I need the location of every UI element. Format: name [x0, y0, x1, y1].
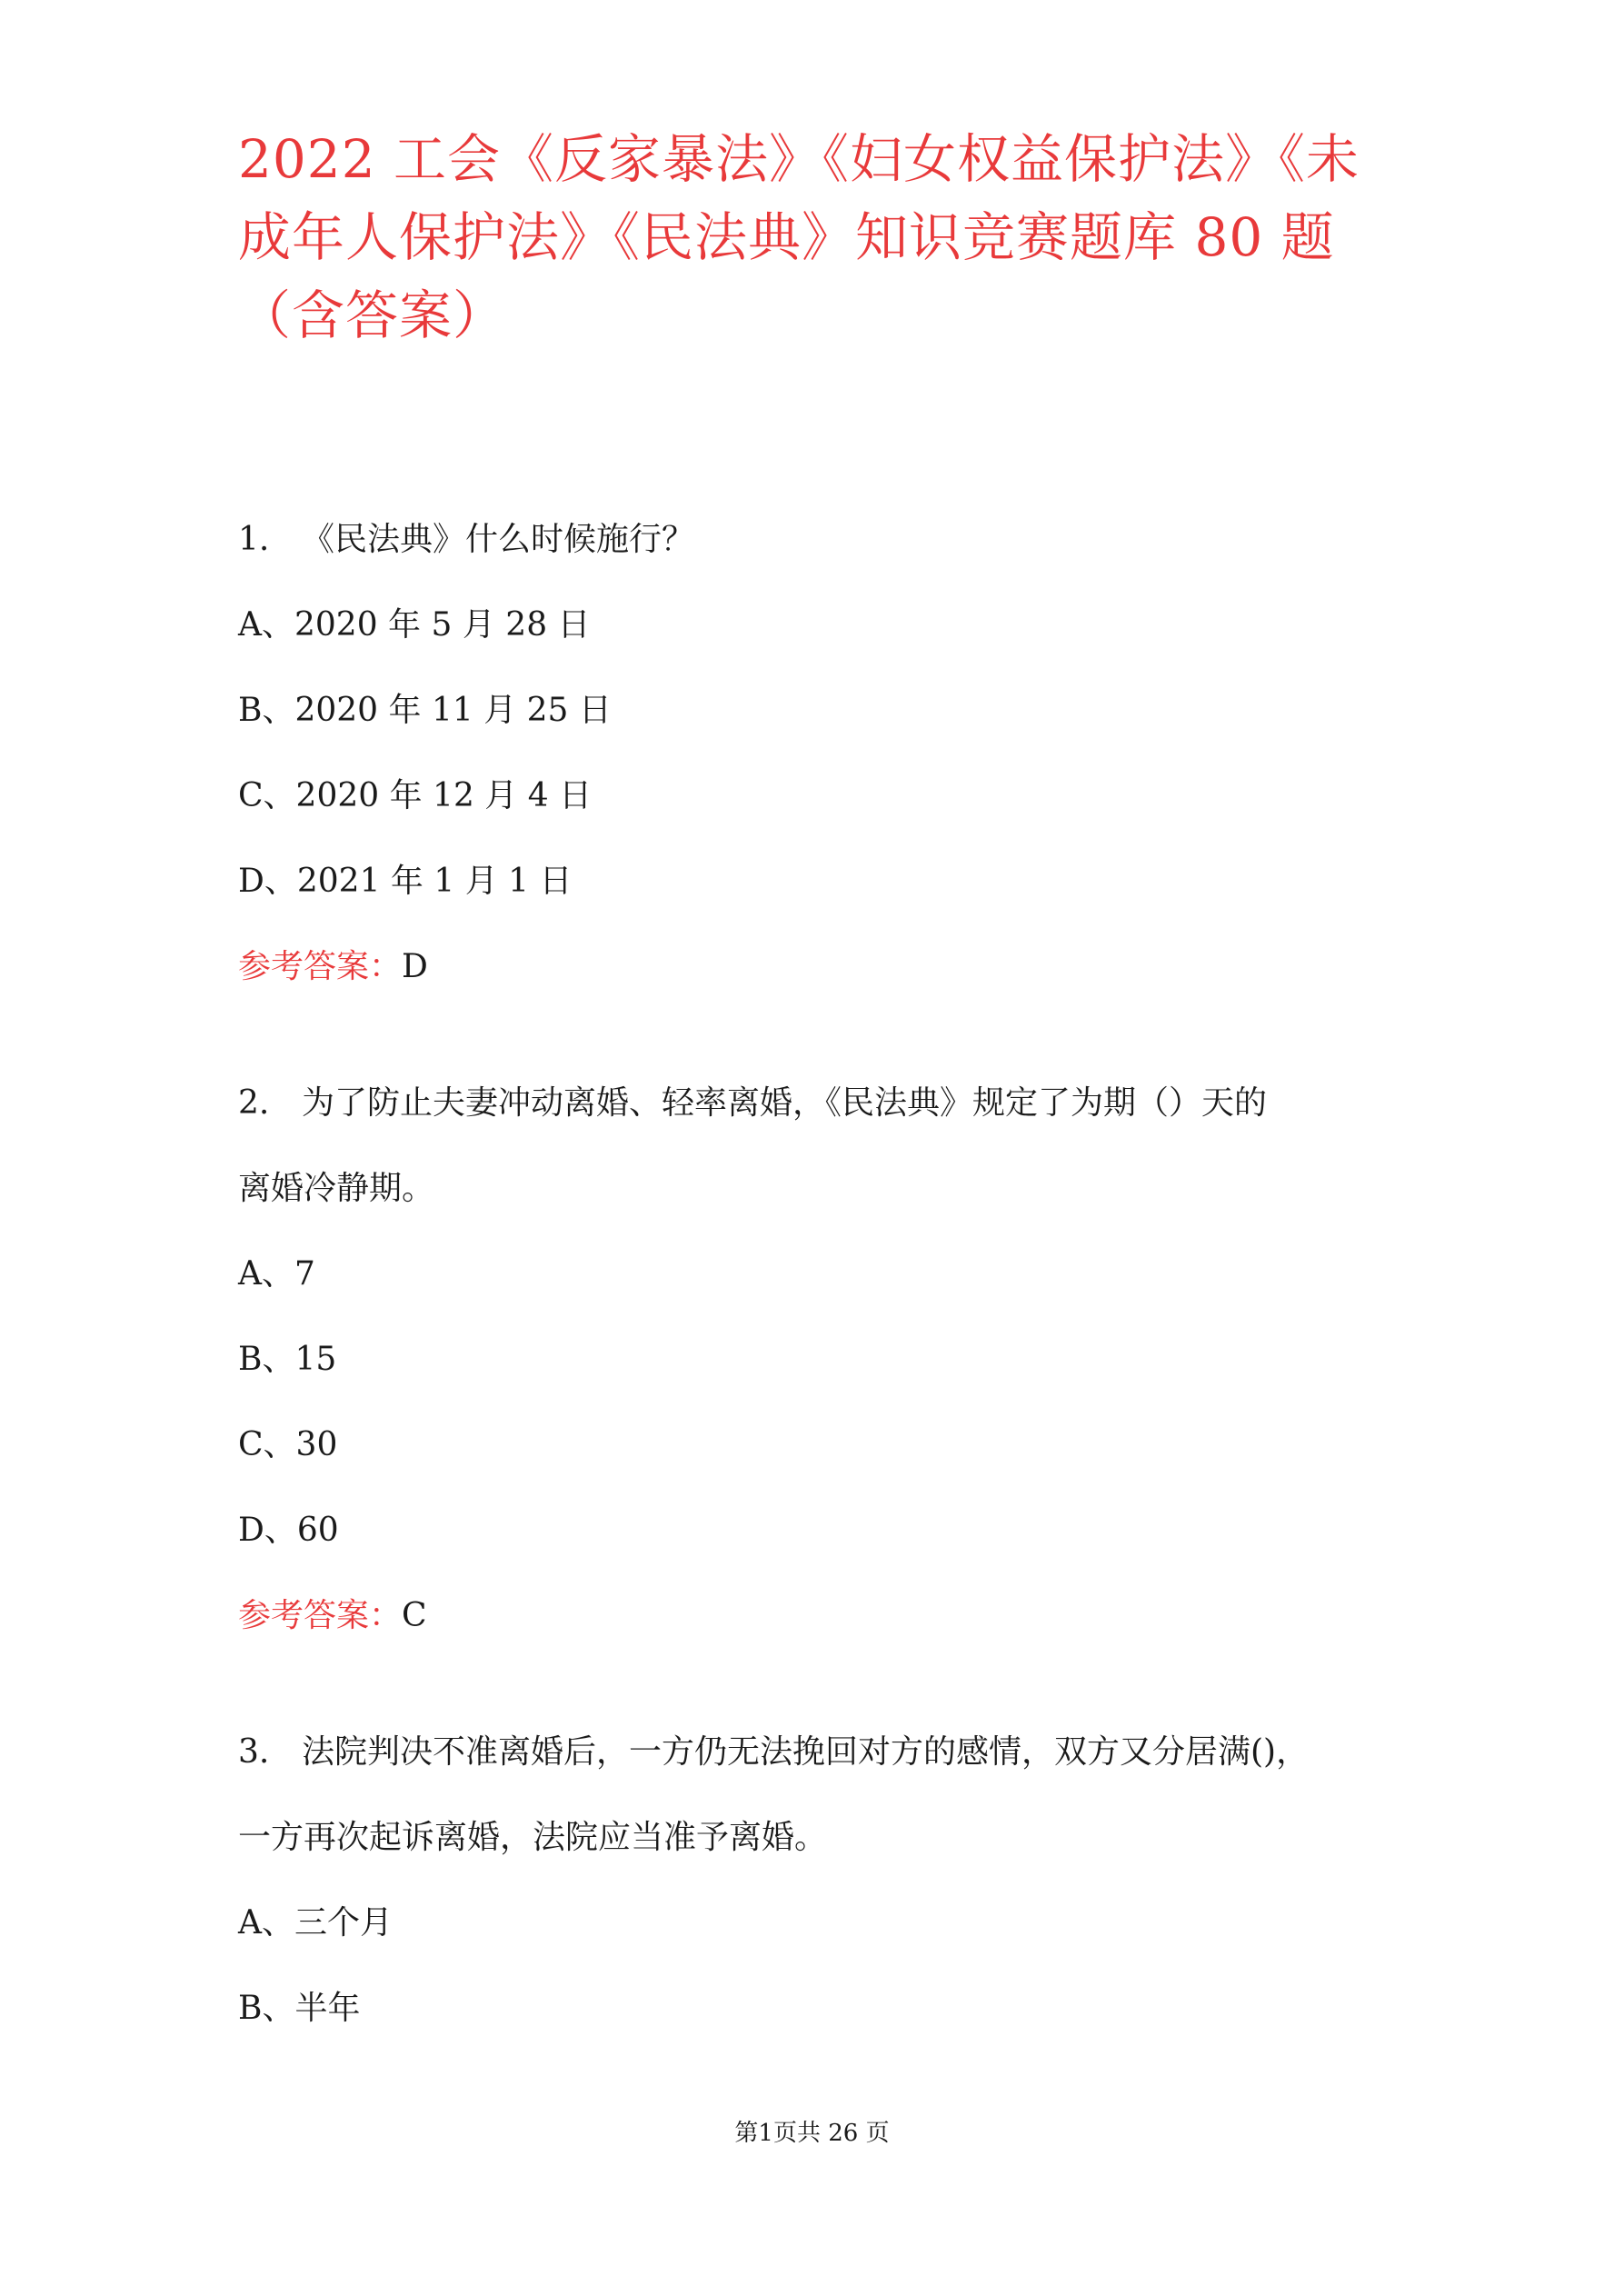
question-3-text [238, 1731, 1309, 1774]
answer-label: 参考答案： [238, 1597, 403, 1634]
question-1-answer [238, 945, 428, 989]
page-footer: 第1页共 26 页 [734, 2120, 890, 2147]
question-2-option-c: C、30 [238, 1426, 338, 1463]
answer-value: C [402, 1597, 427, 1634]
question-3-option-b: B、半年 [238, 1990, 361, 2027]
question-1-option-b: B、2020 年 11 月 25 日 [238, 692, 612, 729]
question-2-text [238, 1082, 1267, 1125]
question-1-option-a: A、2020 年 5 月 28 日 [238, 606, 591, 644]
answer-value: D [402, 948, 428, 985]
question-2-option-d: D、60 [238, 1512, 339, 1549]
question-1-option-c: C、2020 年 12 月 4 日 [238, 777, 593, 814]
question-3-option-a: A、三个月 [238, 1904, 393, 1942]
answer-label: 参考答案： [238, 948, 403, 985]
question-2-option-b: B、15 [238, 1341, 337, 1378]
question-3-line-2: 一方再次起诉离婚，法院应当准予离婚。 [238, 1819, 828, 1856]
question-3-line-1: 法院判决不准离婚后，一方仍无法挽回对方的感情，双方又分居满()， [302, 1733, 1310, 1771]
title-line-2: 成年人保护法》《民法典》知识竞赛题库 80 题 [238, 206, 1335, 268]
question-2-answer [238, 1594, 427, 1638]
title-line-1: 2022 工会《反家暴法》《妇女权益保护法》《未 [238, 128, 1360, 190]
question-1-number: 1. [238, 521, 270, 558]
question-2-line-2: 离婚冷静期。 [238, 1170, 435, 1207]
question-3-number: 3. [238, 1733, 270, 1771]
question-2-line-1: 为了防止夫妻冲动离婚、轻率离婚，《民法典》规定了为期（）天的 [302, 1084, 1268, 1122]
document-title [238, 120, 1410, 354]
question-1-line-1: 《民法典》什么时候施行？ [302, 521, 695, 558]
question-2-option-a: A、7 [238, 1255, 315, 1293]
question-1-text [238, 518, 694, 562]
title-line-3: （含答案） [238, 285, 507, 346]
question-2-number: 2. [238, 1084, 270, 1122]
question-1-option-d: D、2021 年 1 月 1 日 [238, 863, 573, 900]
